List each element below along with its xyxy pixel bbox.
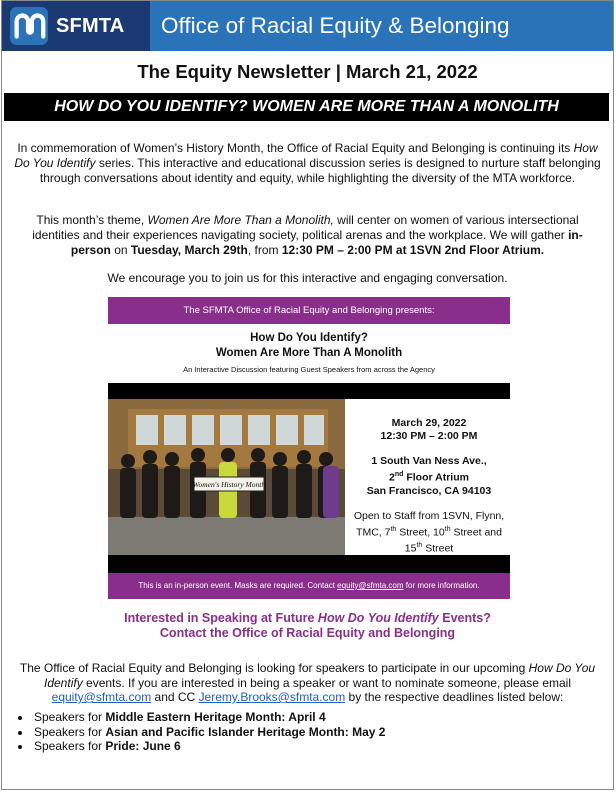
newsletter-page: [1, 0, 614, 790]
intro-paragraph-2: This month’s theme, Women Are More Than a Monolith, will center on women of various intersectional identities and their experiences navigating society, political arenas and the workplace. We will gather in-person on Tuesday, March 29th, from 12:30 PM – 2:00 PM at 1SVN 2nd Floor Atrium.: [32, 213, 583, 257]
intro-paragraph-3: We encourage you to join us for this interactive and engaging conversation.: [107, 271, 508, 285]
event-time: 12:30 PM – 2:00 PM: [380, 430, 478, 442]
office-title: Office of Racial Equity & Belonging: [150, 1, 613, 51]
flyer-divider: [108, 383, 510, 399]
flyer-subtitle: An Interactive Discussion featuring Guest Speakers from across the Agency: [183, 365, 435, 374]
intro-paragraph-1: In commemoration of Women’s History Month, the Office of Racial Equity and Belonging is continuing its How Do You Identify series. This interactive and educational discussion series is designed to nurture staff belonging through conversations about identity and equity, while highlighting the diversity of the MTA workforce.: [14, 141, 601, 185]
group-photo: [108, 399, 345, 555]
flyer-email-link[interactable]: equity@sfmta.com: [337, 581, 404, 590]
event-address: 1 South Van Ness Ave., 2nd Floor Atrium San Francisco, CA 94103: [366, 455, 492, 497]
logo-text: SFMTA: [56, 14, 125, 37]
sfmta-worm-icon: [10, 7, 48, 45]
list-item: • Speakers for Asian and Pacific Islander Heritage Month: May 2: [32, 725, 385, 740]
flyer-divider-bottom: [108, 555, 510, 573]
sfmta-logo: [2, 1, 150, 51]
header: [2, 1, 613, 51]
speaker-paragraph: The Office of Racial Equity and Belonging is looking for speakers to participate in our upcoming How Do You Identify events. If you are interested in being a speaker or want to nominate someone, please email equity@sfmta.com and CC Jeremy.Brooks@sfmta.com by the respective deadlines listed below:: [19, 661, 596, 704]
newsletter-title: The Equity Newsletter | March 21, 2022: [137, 61, 478, 82]
event-flyer: [108, 297, 510, 599]
flyer-presents: The SFMTA Office of Racial Equity and Belonging presents:: [108, 297, 510, 324]
flyer-footer: This is an in-person event. Masks are required. Contact equity@sfmta.com for more information.: [108, 573, 510, 599]
list-item: • Speakers for Middle Eastern Heritage Month: April 4: [32, 710, 385, 725]
event-date: March 29, 2022: [391, 417, 467, 429]
sign-text: Women's History Month: [192, 480, 266, 489]
list-item: • Speakers for Pride: June 6: [32, 739, 385, 754]
group-photo-illustration: [108, 399, 345, 555]
jeremy-email-link[interactable]: Jeremy.Brooks@sfmta.com: [198, 690, 346, 704]
event-details: [348, 417, 510, 556]
flyer-title: How Do You Identify? Women Are More Than A Monolith: [215, 332, 403, 359]
speaker-call-heading: Interested in Speaking at Future How Do You Identify Events? Contact the Office of Racial Equity and Belonging: [124, 611, 491, 640]
theme-banner: HOW DO YOU IDENTIFY? WOMEN ARE MORE THAN A MONOLITH: [4, 93, 609, 121]
event-audience: Open to Staff from 1SVN, Flynn, TMC, 7th Street, 10th Street and 15th Street: [353, 509, 505, 555]
equity-email-link[interactable]: equity@sfmta.com: [51, 690, 152, 704]
deadline-list: [18, 710, 385, 754]
